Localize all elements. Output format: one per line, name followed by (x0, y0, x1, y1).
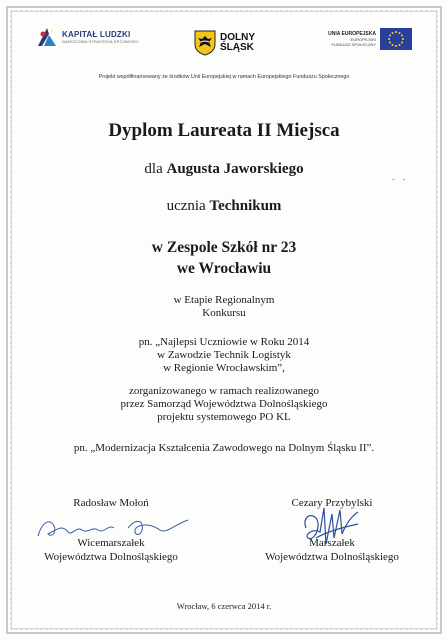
program-line: pn. „Modernizacja Kształcenia Zawodowego na Dolnym Śląsku II”. (73, 442, 375, 454)
place-and-date: Wrocław, 6 czerwca 2014 r. (176, 601, 272, 611)
handwritten-signature-left (32, 512, 192, 542)
stage-block (0, 294, 448, 320)
contest-line3: w Regionie Wrocławskim”, (163, 362, 285, 374)
school-line2: we Wrocławiu (176, 260, 272, 277)
project-funding-note: Projekt współfinansowany ze środków Unii Europejskiej w ramach Europejskiego Funduszu Społecznego (98, 74, 350, 80)
contest-line2: w Zawodzie Technik Logistyk (157, 349, 291, 361)
stage-line1: w Etapie Regionalnym (173, 294, 275, 306)
eu-logo (328, 28, 412, 50)
organized-line2: przez Samorząd Województwa Dolnośląskiego (120, 398, 328, 410)
organized-line3: projektu systemowego PO KL (157, 411, 291, 423)
eu-line3: FUNDUSZ SPOŁECZNY (331, 42, 376, 47)
eu-line2: EUROPEJSKI (350, 37, 376, 42)
signatory-left-role1: Wicemarszałek (77, 537, 145, 549)
signatory-left-role2: Województwa Dolnośląskiego (44, 551, 178, 563)
dolny-slask-line2: ŚLĄSK (220, 42, 254, 53)
school-block (0, 237, 448, 279)
dolny-slask-logo (194, 30, 255, 56)
signatory-left-name: Radosław Mołoń (73, 497, 149, 509)
signatory-right-role2: Województwa Dolnośląskiego (265, 551, 399, 563)
signatory-right-name: Cezary Przybylski (291, 497, 373, 509)
student-prefix: ucznia (166, 198, 206, 214)
contest-line1: pn. „Najlepsi Uczniowie w Roku 2014 (138, 336, 310, 348)
recipient-name: Augusta Jaworskiego (166, 161, 304, 177)
organized-line1: zorganizowanego w ramach realizowanego (128, 385, 320, 397)
kapital-ludzki-logo (36, 26, 139, 48)
recipient-prefix: dla (144, 161, 163, 177)
eagle-crest-icon (194, 30, 216, 56)
kapital-ludzki-icon (36, 26, 58, 48)
eu-line1: UNIA EUROPEJSKA (328, 31, 376, 37)
stamp-marks: - - (392, 175, 409, 184)
organized-block (0, 385, 448, 424)
eu-flag-icon (380, 28, 412, 50)
kapital-subtitle: NARODOWA STRATEGIA SPÓJNOŚCI (62, 39, 139, 44)
contest-block (0, 336, 448, 375)
recipient-line (0, 161, 448, 178)
handwritten-signature-right (296, 498, 376, 554)
diploma-title: Dyplom Laureata II Miejsca (108, 120, 340, 141)
school-type: Technikum (209, 198, 282, 214)
kapital-title: KAPITAŁ LUDZKI (62, 30, 131, 39)
signatory-right-role1: Marszałek (309, 537, 355, 549)
school-line1: w Zespole Szkół nr 23 (151, 239, 297, 256)
stage-line2: Konkursu (202, 307, 246, 319)
logo-bar (36, 22, 412, 62)
student-line (0, 198, 448, 215)
dolny-slask-line1: DOLNY (220, 32, 255, 43)
